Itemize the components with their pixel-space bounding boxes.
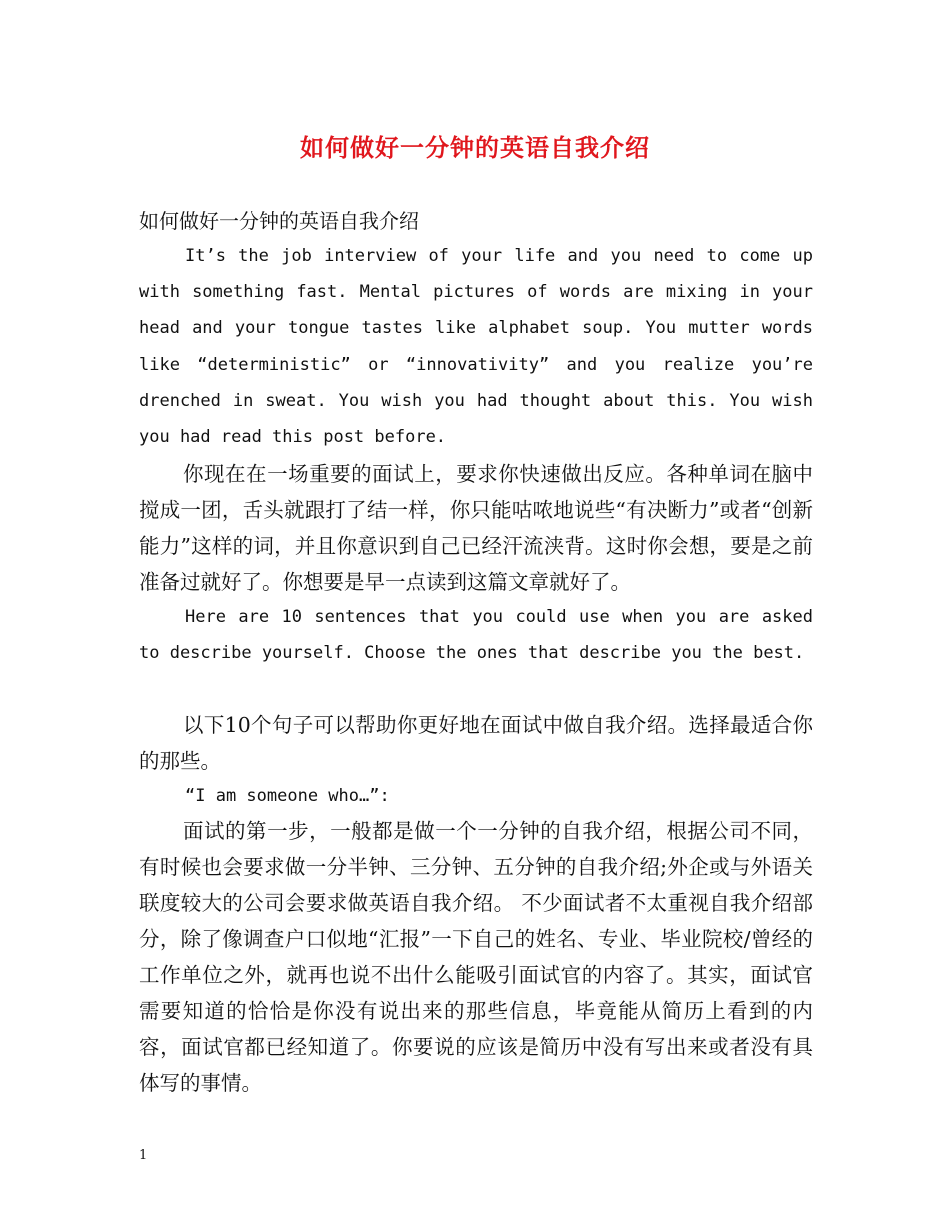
paragraph-chinese-sentences: 以下10个句子可以帮助你更好地在面试中做自我介绍。选择最适合你的那些。 bbox=[139, 713, 813, 773]
subheading: 如何做好一分钟的英语自我介绍 bbox=[139, 209, 419, 233]
paragraph-chinese-body: 面试的第一步，一般都是做一个一分钟的自我介绍，根据公司不同，有时候也会要求做一分半钟、三分钟、五分钟的自我介绍;外企或与外语关联度较大的公司会要求做英语自我介绍。 不少面试者不太重视自我介绍部分，除了像调查户口似地“汇报”一下自己的姓名、专业、毕业院校/曾经的工作单位之外，就再也说不出什么能吸引面试官的内容了。其实，面试官需要知道的恰恰是你没有说出来的那些信息，毕竟能从简历上看到的内容，面试官都已经知道了。你要说的应该是简历中没有写出来或者没有具体写的事情。 bbox=[139, 819, 813, 1095]
paragraph-english-intro: It’s the job interview of your life and you need to come up with something fast. Mental pictures of words are mixing in your head and your tongue tastes like alphabet soup. You mutter words like “deterministic” or “innovativity” and you realize you’re drenched in sweat. You wish you had thought about this. You wish you had read this post before. bbox=[139, 246, 813, 448]
paragraph-english-sentences: Here are 10 sentences that you could use when you are asked to describe yourself. Choose the ones that describe you the best. bbox=[139, 607, 813, 664]
document-title: 如何做好一分钟的英语自我介绍 bbox=[300, 133, 650, 162]
page-number: 1 bbox=[139, 1148, 148, 1163]
quote-line: “I am someone who…”: bbox=[185, 786, 390, 806]
paragraph-chinese-intro: 你现在在一场重要的面试上，要求你快速做出反应。各种单词在脑中搅成一团，舌头就跟打了结一样，你只能咕哝地说些“有决断力”或者“创新能力”这样的词，并且你意识到自己已经汗流浃背。这时你会想，要是之前准备过就好了。你想要是早一点读到这篇文章就好了。 bbox=[139, 462, 813, 594]
